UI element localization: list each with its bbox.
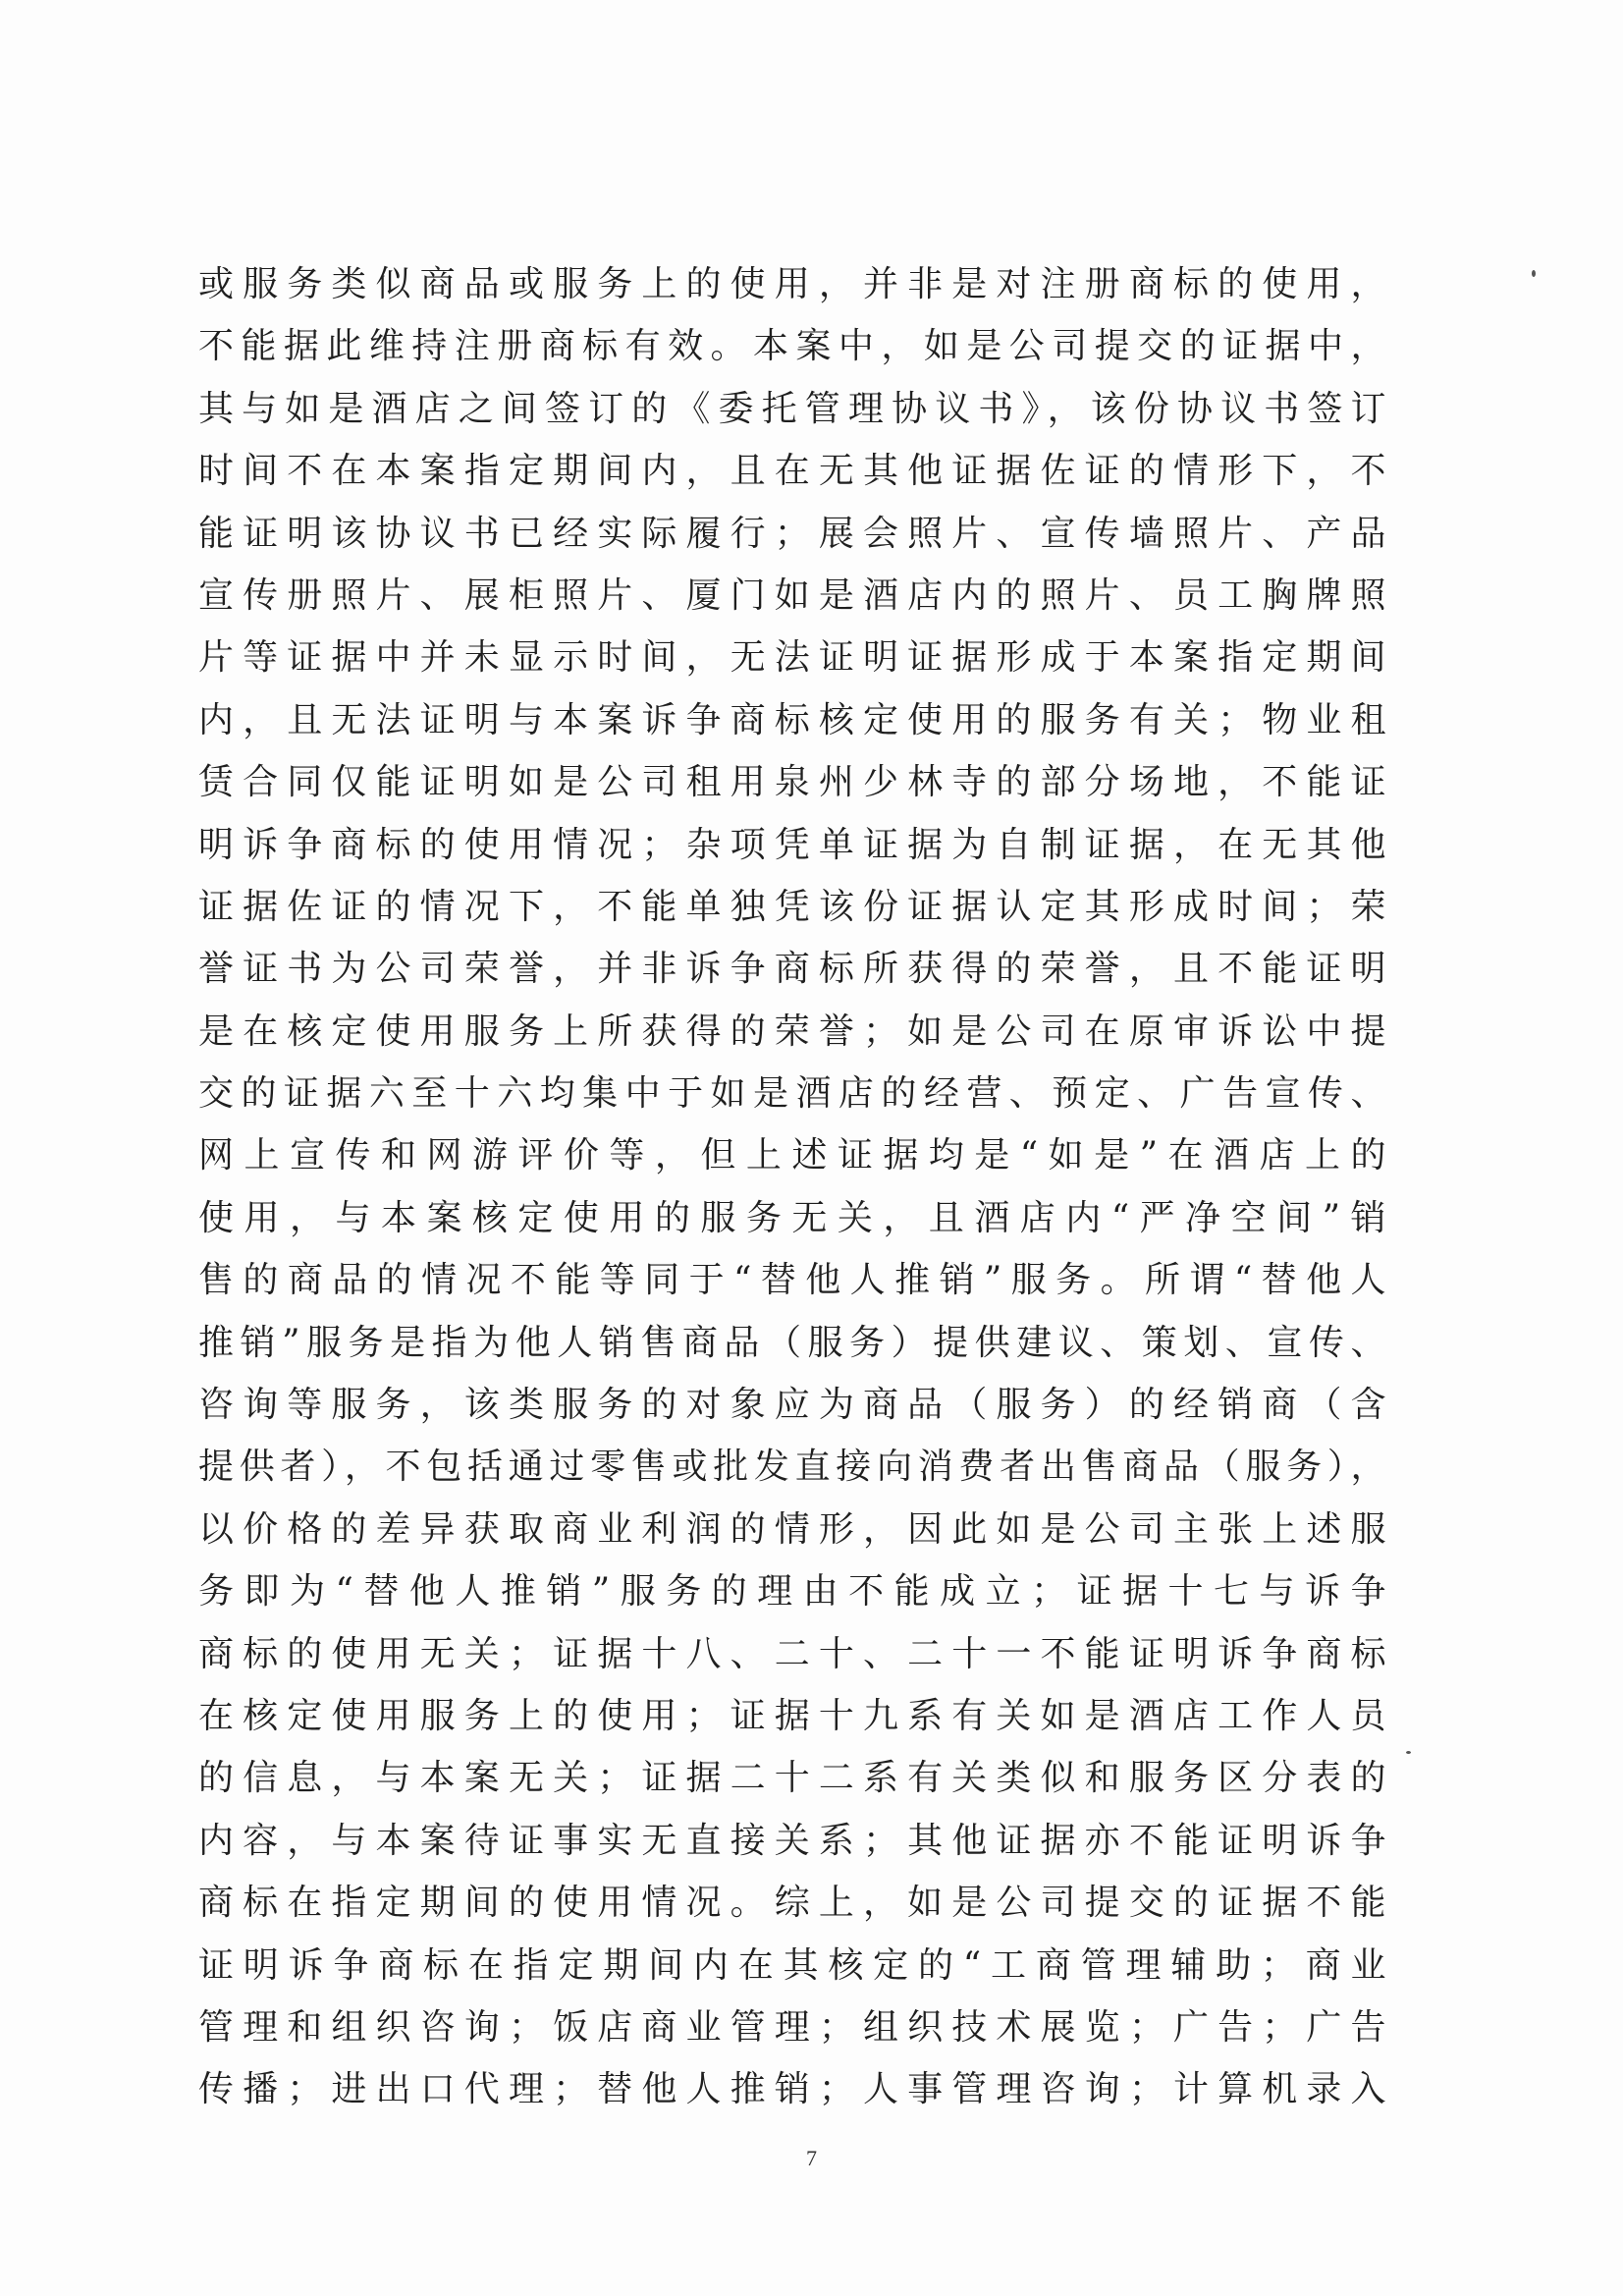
text-line: 片等证据中并未显示时间，无法证明证据形成于本案指定期间 xyxy=(198,637,1386,679)
text-line: 商标的使用无关；证据十八、二十、二十一不能证明诉争商标 xyxy=(198,1633,1386,1674)
text-line: 售的商品的情况不能等同于“替他人推销”服务。所谓“替他人 xyxy=(198,1260,1386,1301)
text-line: 时间不在本案指定期间内，且在无其他证据佐证的情形下，不 xyxy=(198,451,1386,492)
body-text xyxy=(198,253,1386,2121)
text-line: 不能据此维持注册商标有效。本案中，如是公司提交的证据中， xyxy=(198,326,1386,367)
text-line: 证据佐证的情况下，不能单独凭该份证据认定其形成时间；荣 xyxy=(198,886,1386,927)
text-line: 在核定使用服务上的使用；证据十九系有关如是酒店工作人员 xyxy=(198,1695,1386,1736)
text-line: 网上宣传和网游评价等，但上述证据均是“如是”在酒店上的 xyxy=(198,1135,1386,1176)
text-line: 务即为“替他人推销”服务的理由不能成立；证据十七与诉争 xyxy=(198,1571,1386,1613)
text-line: 或服务类似商品或服务上的使用，并非是对注册商标的使用， xyxy=(198,264,1386,304)
text-line: 以价格的差异获取商业利润的情形，因此如是公司主张上述服 xyxy=(198,1508,1386,1550)
text-line: 宣传册照片、展柜照片、厦门如是酒店内的照片、员工胸牌照 xyxy=(198,574,1386,616)
text-line: 内容，与本案待证事实无直接关系；其他证据亦不能证明诉争 xyxy=(198,1820,1386,1861)
text-line: 证明诉争商标在指定期间内在其核定的“工商管理辅助；商业 xyxy=(198,1944,1386,1986)
text-line: 能证明该协议书已经实际履行；展会照片、宣传墙照片、产品 xyxy=(198,513,1386,554)
text-line: 商标在指定期间的使用情况。综上，如是公司提交的证据不能 xyxy=(198,1883,1386,1924)
text-line: 誉证书为公司荣誉，并非诉争商标所获得的荣誉，且不能证明 xyxy=(198,949,1386,990)
text-line: 交的证据六至十六均集中于如是酒店的经营、预定、广告宣传、 xyxy=(198,1073,1386,1115)
text-line: 传播；进出口代理；替他人推销；人事管理咨询；计算机录入 xyxy=(198,2069,1386,2110)
scan-speck xyxy=(1532,270,1536,277)
text-line: 提供者），不包括通过零售或批发直接向消费者出售商品（服务）， xyxy=(198,1447,1386,1488)
text-line: 内，且无法证明与本案诉争商标核定使用的服务有关；物业租 xyxy=(198,699,1386,740)
text-line: 咨询等服务，该类服务的对象应为商品（服务）的经销商（含 xyxy=(198,1385,1386,1426)
text-line: 推销”服务是指为他人销售商品（服务）提供建议、策划、宣传、 xyxy=(198,1322,1386,1363)
text-line: 明诉争商标的使用情况；杂项凭单证据为自制证据，在无其他 xyxy=(198,824,1386,865)
page-number: 7 xyxy=(806,2146,817,2170)
text-line: 的信息，与本案无关；证据二十二系有关类似和服务区分表的 xyxy=(198,1758,1386,1799)
text-line: 管理和组织咨询；饭店商业管理；组织技术展览；广告；广告 xyxy=(198,2006,1386,2048)
text-line: 赁合同仅能证明如是公司租用泉州少林寺的部分场地，不能证 xyxy=(198,762,1386,803)
text-line: 其与如是酒店之间签订的《委托管理协议书》，该份协议书签订 xyxy=(198,388,1386,429)
text-line: 是在核定使用服务上所获得的荣誉；如是公司在原审诉讼中提 xyxy=(198,1011,1386,1052)
text-line: 使用，与本案核定使用的服务无关，且酒店内“严净空间”销 xyxy=(198,1197,1386,1238)
scan-speck xyxy=(1406,1751,1411,1754)
